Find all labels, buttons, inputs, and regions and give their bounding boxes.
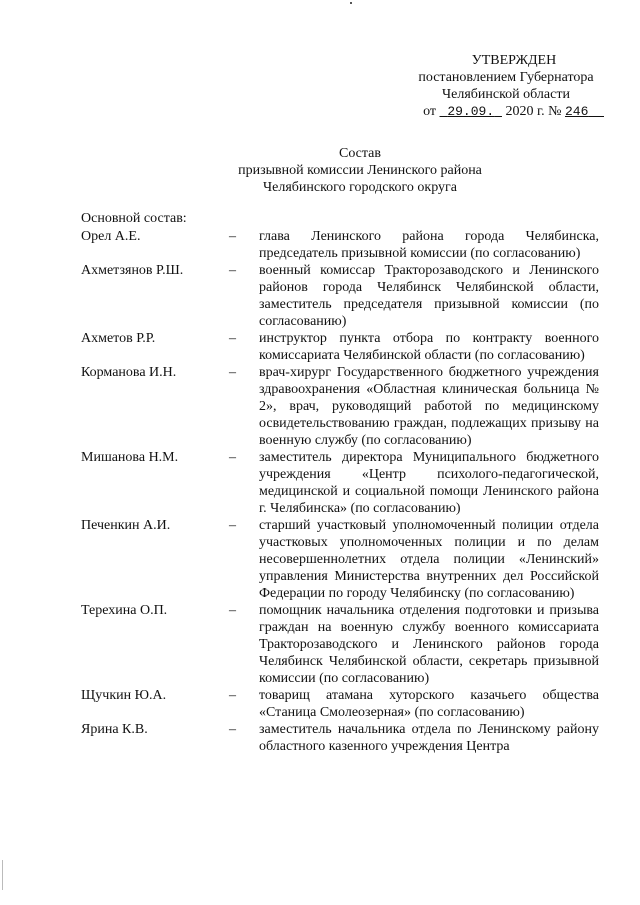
member-row [81,517,599,602]
member-description: товарищ атамана хуторского казачьего общества «Станица Смолеозерная» (по согласованию) [259,688,599,720]
member-row [81,364,599,449]
member-name: Корманова И.Н. [81,365,177,380]
member-description: врач-хирург Государственного бюджетного учреждения здравоохранения «Областная клиническая больница № 2», врач, руководящий работой по медицинскому освидетельствованию граждан, подлежащих призыву на военную службу (по согласованию) [259,365,599,448]
member-description: инструктор пункта отбора по контракту военного комиссариата Челябинской области (по согласованию) [259,331,599,363]
member-row [81,228,599,262]
members-list [81,228,599,755]
member-name: Орел А.Е. [81,229,141,244]
member-description: старший участковый уполномоченный полиции отдела участковых уполномоченных полиции и по делам несовершеннолетних отдела полиции «Ленинский» управления Министерства внутренних дел Российской Федерации по городу Челябинску (по согласованию) [259,518,599,601]
title-line-1: Состав [338,146,381,161]
member-row [81,262,599,330]
title-line-3: Челябинского городского округа [263,180,457,195]
member-dash: – [229,603,236,618]
member-dash: – [229,518,236,533]
member-description: глава Ленинского района города Челябинска, председатель призывной комиссии (по согласованию) [259,229,599,261]
member-name: Ахметзянов Р.Ш. [81,263,184,278]
member-description: военный комиссар Тракторозаводского и Ленинского районов города Челябинск Челябинской области, заместитель председателя призывной комиссии (по согласованию) [259,263,599,329]
approval-heading: УТВЕРЖДЕН [471,53,557,68]
member-name: Щучкин Ю.А. [81,688,167,703]
approval-stamp [384,52,604,120]
member-description: заместитель директора Муниципального бюджетного учреждения «Центр психолого-педагогической, медицинской и социальной помощи Ленинского района г. Челябинска» (по согласованию) [259,450,599,516]
approval-line-1: постановлением Губернатора [418,70,594,85]
title-line-2: призывной комиссии Ленинского района [238,163,482,178]
member-row [81,721,599,755]
scan-mark [350,2,352,4]
member-name: Ярина К.В. [81,722,148,737]
member-dash: – [229,450,236,465]
section-label: Основной состав: [81,211,187,226]
approval-date: 29.09. [447,104,495,119]
document-title [0,145,640,196]
member-dash: – [229,331,236,346]
member-name: Мишанова Н.М. [81,450,179,465]
scan-edge-mark [2,860,3,890]
member-description: помощник начальника отделения подготовки и призыва граждан на военную службу военного комиссариата Тракторозаводского и Ленинского районов города Челябинск Челябинской области, секретарь призывной комиссии (по согласованию) [259,603,599,686]
approval-date-line [384,103,604,120]
approval-line-2: Челябинской области [442,87,570,102]
member-dash: – [229,263,236,278]
approval-year: 2020 г. № [505,104,562,119]
approval-number: 246 [564,104,589,119]
member-row [81,602,599,687]
member-dash: – [229,722,236,737]
member-dash: – [229,688,236,703]
member-row [81,330,599,364]
member-name: Ахметов Р.Р. [81,331,156,346]
approval-from-label: от [423,104,437,119]
member-row [81,687,599,721]
member-name: Печенкин А.И. [81,518,171,533]
member-row [81,449,599,517]
member-name: Терехина О.П. [81,603,168,618]
member-dash: – [229,229,236,244]
member-dash: – [229,365,236,380]
member-description: заместитель начальника отдела по Ленинскому району областного казенного учреждения Центра [259,722,599,754]
